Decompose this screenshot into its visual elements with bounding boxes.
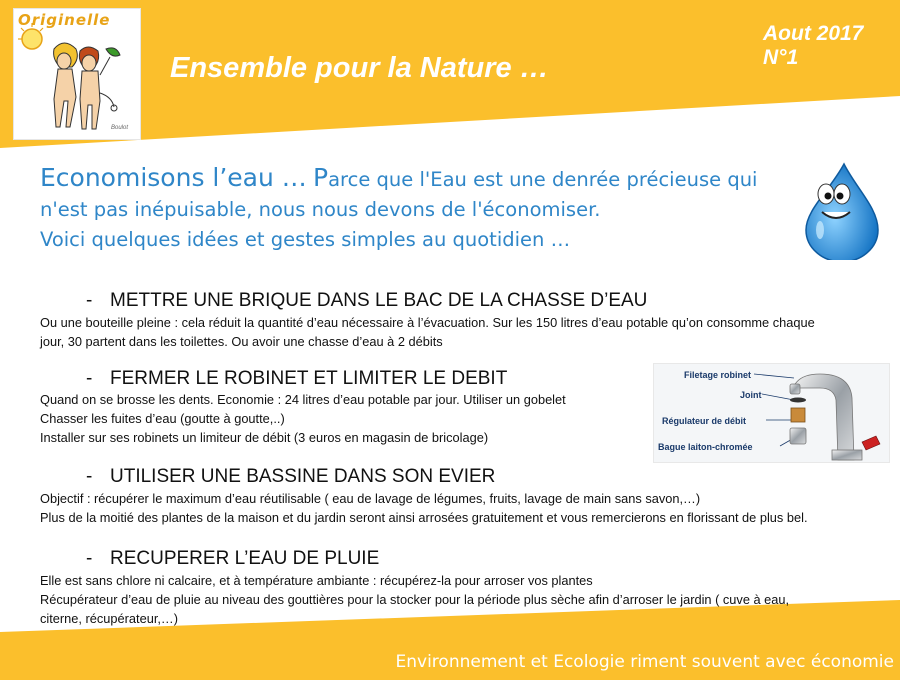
logo-signature: Boulot <box>110 125 128 131</box>
section-4-title: RECUPERER L’EAU DE PLUIE <box>110 548 380 569</box>
section-3-line: Objectif : récupérer le maximum d’eau réutilisable ( eau de lavage de légumes, fruits, lavage de main sans savon,…) <box>40 491 701 506</box>
section-2-line: Chasser les fuites d’eau (goutte à goutte,..) <box>40 411 285 426</box>
section-3-heading: - UTILISER UNE BASSINE DANS SON EVIER <box>86 466 496 487</box>
section-1-heading: - METTRE UNE BRIQUE DANS LE BAC DE LA CHASSE D’EAU <box>86 290 648 311</box>
section-1-title: METTRE UNE BRIQUE DANS LE BAC DE LA CHASSE D’EAU <box>110 290 648 311</box>
section-2-line: Installer sur ses robinets un limiteur de débit (3 euros en magasin de bricolage) <box>40 430 489 445</box>
faucet-label-joint: Joint <box>740 390 762 400</box>
originelle-logo <box>13 8 141 140</box>
issue-info <box>763 22 863 70</box>
faucet-label-bague: Bague laiton-chromée <box>658 442 753 452</box>
issue-date: Aout 2017 <box>763 22 864 45</box>
section-4-line: citerne, récupérateur,…) <box>40 611 178 626</box>
intro-line-1 <box>40 163 800 195</box>
water-drop-icon <box>800 160 882 260</box>
section-3-title: UTILISER UNE BASSINE DANS SON EVIER <box>110 466 496 487</box>
section-2-heading: - FERMER LE ROBINET ET LIMITER LE DEBIT <box>86 368 508 389</box>
section-3-body <box>40 489 808 527</box>
faucet-label-regulateur: Régulateur de débit <box>662 416 747 426</box>
faucet-icon <box>654 364 891 464</box>
section-4-line: Récupérateur d’eau de pluie au niveau des gouttières pour la stocker pour la période plus sèche afin d’arroser le jardin ( cuve à eau, <box>40 592 790 607</box>
footer-tagline: Environnement et Ecologie riment souvent avec économie <box>395 652 894 672</box>
faucet-label-filetage: Filetage robinet <box>684 370 752 380</box>
section-2-body <box>40 390 566 447</box>
intro-line-2: n'est pas inépuisable, nous nous devons de l'économiser. <box>40 198 601 221</box>
section-1-body <box>40 313 815 351</box>
intro-paragraph <box>40 163 800 255</box>
issue-number: N°1 <box>763 46 799 69</box>
logo-illustration <box>14 9 141 140</box>
section-3-line: Plus de la moitié des plantes de la maison et du jardin seront ainsi arrosées gratuitement et vous remercierons en florissant de plus bel. <box>40 510 808 525</box>
intro-line-3: Voici quelques idées et gestes simples au quotidien … <box>40 228 571 251</box>
intro-line-1-rest: arce que l'Eau est une denrée précieuse qui <box>328 168 758 191</box>
header-title: Ensemble pour la Nature … <box>170 52 549 84</box>
logo-text: Originelle <box>18 11 111 29</box>
intro-dropcap: P <box>313 163 329 192</box>
intro-lead: Economisons l’eau … <box>40 163 307 192</box>
section-4-heading: - RECUPERER L’EAU DE PLUIE <box>86 548 380 569</box>
section-1-line: jour, 30 partent dans les toilettes. Ou avoir une chasse d’eau à 2 débits <box>40 334 443 349</box>
section-2-line: Quand on se brosse les dents. Economie : 24 litres d’eau potable par jour. Utiliser un gobelet <box>40 392 566 407</box>
section-4-line: Elle est sans chlore ni calcaire, et à température ambiante : récupérez-la pour arroser vos plantes <box>40 573 593 588</box>
section-4-body <box>40 571 789 628</box>
faucet-diagram <box>653 363 890 463</box>
section-2-title: FERMER LE ROBINET ET LIMITER LE DEBIT <box>110 368 508 389</box>
section-1-line: Ou une bouteille pleine : cela réduit la quantité d’eau nécessaire à l’évacuation. Sur les 150 litres d’eau potable qu’on consomme chaque <box>40 315 815 330</box>
